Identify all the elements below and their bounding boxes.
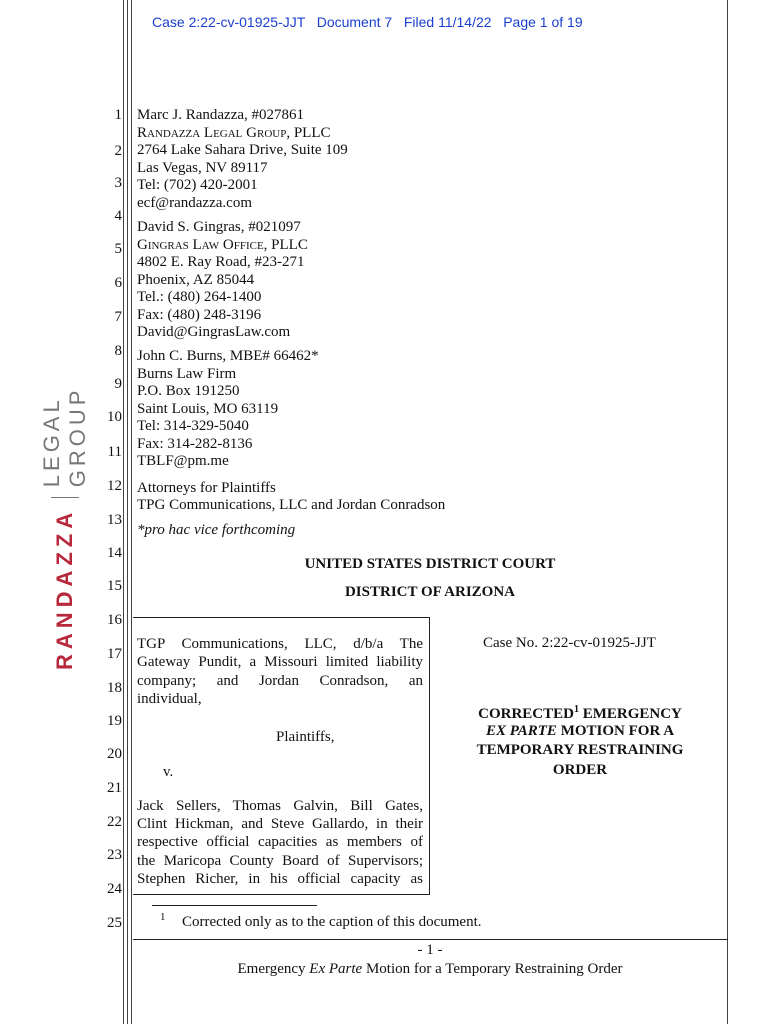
motion-title-corrected: CORRECTED [478,706,574,722]
line-number: 24 [107,881,122,897]
line-number: 25 [107,915,122,931]
right-margin-rule [727,0,728,1024]
defendants-line: Stephen Richer, in his official capacity as [137,871,423,887]
case-number: Case No. 2:22-cv-01925-JJT [483,635,656,651]
defendants-line: Jack Sellers, Thomas Galvin, Bill Gates, [137,798,423,814]
line-number: 3 [114,175,122,191]
footnote-text: Corrected only as to the caption of this document. [182,914,482,930]
plaintiffs-label: Plaintiffs, [276,729,335,745]
motion-title-motion: MOTION FOR A [556,723,675,739]
versus: v. [163,764,174,780]
counsel-line: Fax: 314-282-8136 [137,436,253,452]
page-number: - 1 - [417,942,443,958]
counsel-line: P.O. Box 191250 [137,383,240,399]
line-number: 2 [114,143,122,159]
logo-divider [51,497,79,498]
randazza-logo [39,370,90,670]
line-number: 15 [107,578,122,594]
logo-sub: LEGAL GROUP [39,386,90,488]
left-margin-rule-2 [127,0,128,1024]
line-number: 6 [114,275,122,291]
counsel-line: David@GingrasLaw.com [137,324,291,340]
defendants-line: respective official capacities as members of [137,834,423,850]
footer-title-c: Motion for a Temporary Restraining Order [362,961,623,977]
line-number: 12 [107,478,122,494]
counsel-line: Fax: (480) 248-3196 [137,307,262,323]
footer-title-a: Emergency [237,961,310,977]
counsel-firm: Randazza Legal Group, PLLC [137,125,331,141]
counsel-line: David S. Gingras, #021097 [137,219,301,235]
motion-title-line1 [440,704,720,723]
left-margin-rule-1 [123,0,124,1024]
left-margin-rule-3 [131,0,132,1024]
footnote-marker: 1 [160,911,166,923]
counsel-firm: Gingras Law Office, PLLC [137,237,308,253]
counsel-line: John C. Burns, MBE# 66462* [137,348,319,364]
line-number: 10 [107,409,122,425]
footnote-ref: 1 [573,704,579,715]
line-number: 20 [107,746,122,762]
counsel-line: Marc J. Randazza, #027861 [137,107,305,123]
counsel-line: ecf@randazza.com [137,195,252,211]
line-number: 8 [114,343,122,359]
footer-title-b: Ex Parte [309,961,363,977]
defendants-line: Clint Hickman, and Steve Gallardo, in their [137,816,423,832]
motion-title-line4: ORDER [552,762,608,778]
line-number: 9 [114,376,122,392]
case-header: Case 2:22-cv-01925-JJT Document 7 Filed 11/14/22 Page 1 of 19 [152,14,583,30]
defendants-line: the Maricopa County Board of Supervisors; [137,853,423,869]
plaintiffs-line: Gateway Pundit, a Missouri limited liability [137,654,423,670]
counsel-line: Tel: (702) 420-2001 [137,177,258,193]
counsel-line: Phoenix, AZ 85044 [137,272,255,288]
line-number: 19 [107,713,122,729]
plaintiffs-line: TGP Communications, LLC, d/b/a The [137,636,423,652]
court-name: UNITED STATES DISTRICT COURT [304,556,556,572]
motion-title-line2 [440,723,720,740]
line-number: 16 [107,612,122,628]
line-number: 14 [107,545,122,561]
line-number: 18 [107,680,122,696]
line-number: 7 [114,309,122,325]
counsel-line: Tel.: (480) 264-1400 [137,289,262,305]
motion-title-ex-parte: EX PARTE [485,723,557,739]
logo-brand: RANDAZZA [52,507,77,670]
line-number: 4 [114,208,122,224]
court-district: DISTRICT OF ARIZONA [344,584,516,600]
pro-hac-note: *pro hac vice forthcoming [137,522,296,538]
line-number: 13 [107,512,122,528]
motion-title-emergency: EMERGENCY [578,706,682,722]
counsel-line: TBLF@pm.me [137,453,229,469]
footer-title [0,961,768,978]
line-number: 17 [107,646,122,662]
plaintiffs-line: company; and Jordan Conradson, an [137,673,423,689]
counsel-line: Saint Louis, MO 63119 [137,401,279,417]
line-number: 22 [107,814,122,830]
footnote-rule [152,905,317,906]
line-number: 5 [114,241,122,257]
counsel-line: 4802 E. Ray Road, #23-271 [137,254,305,270]
line-number: 11 [107,444,122,460]
counsel-line: Las Vegas, NV 89117 [137,160,268,176]
attorneys-for-line: TPG Communications, LLC and Jordan Conradson [137,497,446,513]
motion-title-line3: TEMPORARY RESTRAINING [476,742,684,758]
line-number: 23 [107,847,122,863]
footer-rule [133,939,728,940]
plaintiffs-line: individual, [137,691,202,707]
attorneys-for-line: Attorneys for Plaintiffs [137,480,276,496]
counsel-line: Burns Law Firm [137,366,237,382]
line-number: 1 [114,107,122,123]
line-number: 21 [107,780,122,796]
counsel-line: Tel: 314-329-5040 [137,418,249,434]
counsel-line: 2764 Lake Sahara Drive, Suite 109 [137,142,348,158]
